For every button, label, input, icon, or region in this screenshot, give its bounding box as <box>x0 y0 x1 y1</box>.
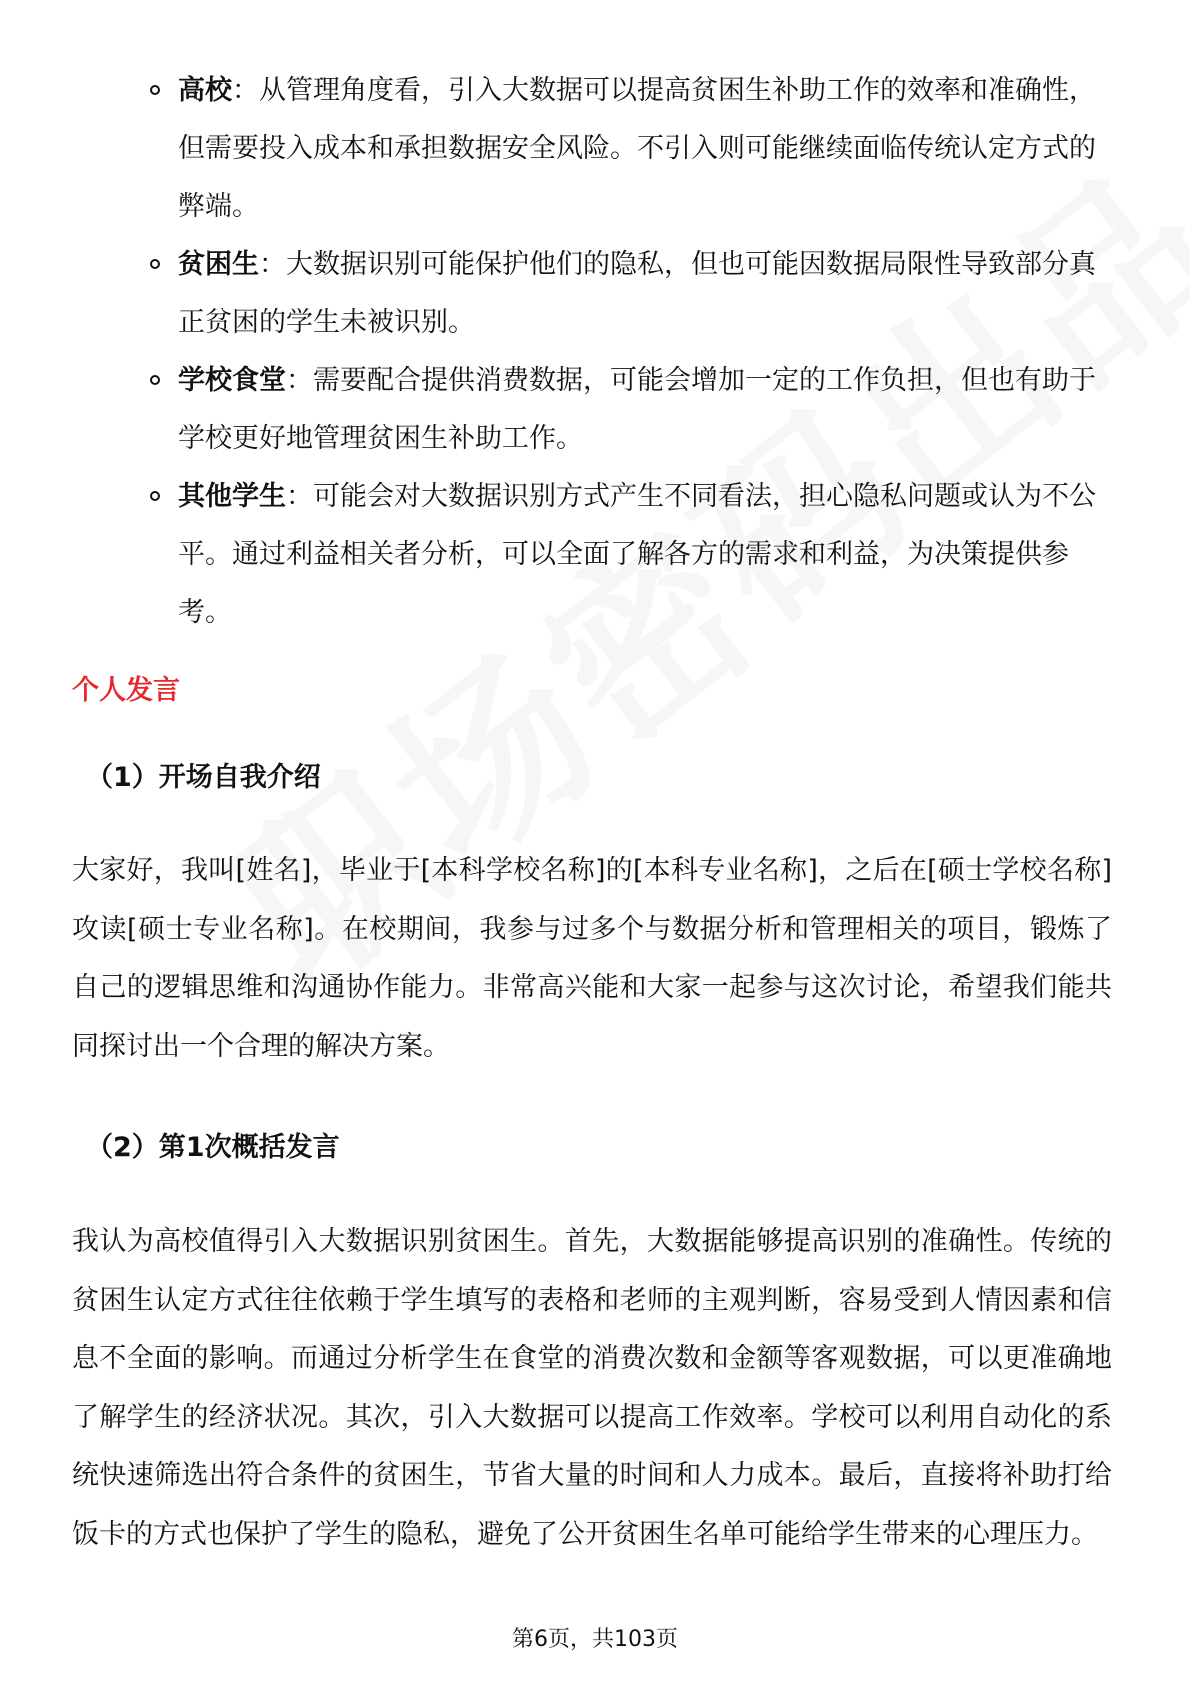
paragraph-first-statement: 我认为高校值得引入大数据识别贫困生。首先，大数据能够提高识别的准确性。传统的贫困生认定方式往往依赖于学生填写的表格和老师的主观判断，容易受到人情因素和信息不全面的影响。而通过分析学生在食堂的消费次数和金额等客观数据，可以更准确地了解学生的经济状况。其次，引入大数据可以提高工作效率。学校可以利用自动化的系统快速筛选出符合条件的贫困生，节省大量的时间和人力成本。最后，直接将补助打给饭卡的方式也保护了学生的隐私，避免了公开贫困生名单可能给学生带来的心理压力。 <box>72 1226 1112 1550</box>
hollow-bullet-icon <box>150 259 160 269</box>
list-item <box>150 236 1110 352</box>
subheading-self-intro: （1）开场自我介绍 <box>86 762 321 793</box>
section-title: 个人发言 <box>72 675 180 706</box>
stakeholder-term: 其他学生 <box>178 481 286 512</box>
stakeholder-text: ：可能会对大数据识别方式产生不同看法，担心隐私问题或认为不公平。通过利益相关者分析，可以全面了解各方的需求和利益，为决策提供参考。 <box>178 481 1096 628</box>
stakeholder-term: 学校食堂 <box>178 365 286 396</box>
hollow-bullet-icon <box>150 491 160 501</box>
hollow-bullet-icon <box>150 375 160 385</box>
list-item <box>150 62 1110 236</box>
stakeholder-text: ：从管理角度看，引入大数据可以提高贫困生补助工作的效率和准确性，但需要投入成本和承担数据安全风险。不引入则可能继续面临传统认定方式的弊端。 <box>178 75 1096 222</box>
stakeholder-text: ：大数据识别可能保护他们的隐私，但也可能因数据局限性导致部分真正贫困的学生未被识别。 <box>178 249 1096 338</box>
page-number: 第6页，共103页 <box>512 1627 678 1652</box>
list-item <box>150 352 1110 468</box>
list-item <box>150 468 1110 642</box>
paragraph-self-intro: 大家好，我叫[姓名]，毕业于[本科学校名称]的[本科专业名称]，之后在[硕士学校名称]攻读[硕士专业名称]。在校期间，我参与过多个与数据分析和管理相关的项目，锻炼了自己的逻辑思维和沟通协作能力。非常高兴能和大家一起参与这次讨论，希望我们能共同探讨出一个合理的解决方案。 <box>72 855 1112 1062</box>
subheading-first-statement: （2）第1次概括发言 <box>86 1132 340 1163</box>
stakeholder-term: 高校 <box>178 75 232 106</box>
hollow-bullet-icon <box>150 85 160 95</box>
stakeholder-text: ：需要配合提供消费数据，可能会增加一定的工作负担，但也有助于学校更好地管理贫困生补助工作。 <box>178 365 1096 454</box>
stakeholder-list <box>150 62 1110 642</box>
stakeholder-term: 贫困生 <box>178 249 259 280</box>
